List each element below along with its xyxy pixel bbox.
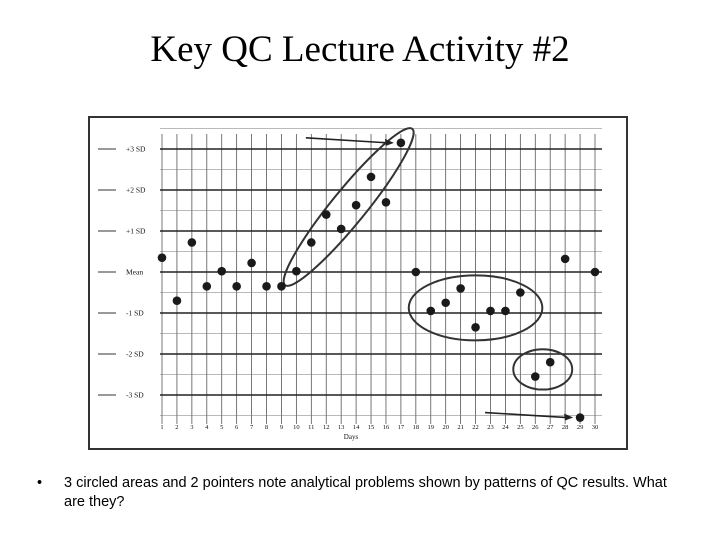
qc-data-point: [516, 288, 525, 297]
qc-data-point: [277, 282, 286, 291]
pointer-arrow-shaft: [485, 413, 567, 418]
qc-data-point: [307, 238, 316, 247]
sd-level-label: -2 SD: [126, 349, 144, 359]
qc-data-point: [202, 282, 211, 291]
x-tick-label: 28: [561, 424, 569, 431]
qc-data-point: [561, 255, 570, 264]
qc-data-point: [322, 210, 331, 219]
x-tick-label: 27: [546, 424, 554, 431]
qc-data-point: [531, 372, 540, 381]
qc-data-point: [591, 268, 600, 277]
x-tick-label: 1: [160, 424, 164, 431]
qc-data-point: [188, 238, 197, 247]
bullet-marker: •: [37, 475, 43, 491]
qc-data-point: [337, 225, 346, 234]
qc-data-point: [158, 253, 167, 262]
x-tick-label: 13: [337, 424, 345, 431]
x-tick-label: 6: [235, 424, 239, 431]
x-tick-label: 7: [249, 424, 254, 431]
x-tick-label: 20: [442, 424, 449, 431]
qc-data-point: [382, 198, 391, 207]
x-tick-label: 2: [175, 424, 179, 431]
qc-data-point: [367, 173, 376, 182]
x-tick-label: 16: [382, 424, 390, 431]
circled-groups: [272, 118, 572, 389]
x-tick-label: 24: [502, 424, 509, 431]
sd-level-lines: [160, 149, 602, 395]
bullet-text: 3 circled areas and 2 pointers note analytical problems shown by patterns of QC results. What are they?: [64, 475, 667, 510]
x-tick-labels: [160, 424, 598, 431]
qc-data-point: [501, 307, 510, 316]
sd-level-label: -3 SD: [126, 390, 144, 400]
x-axis-label: Days: [343, 433, 359, 441]
levey-jennings-chart: [90, 118, 626, 448]
sd-level-labels: [98, 145, 146, 400]
x-tick-label: 29: [576, 424, 584, 431]
qc-data-point: [247, 259, 256, 268]
qc-chart-frame: [88, 116, 628, 450]
x-tick-label: 30: [591, 424, 599, 431]
x-tick-label: 17: [397, 424, 405, 431]
x-tick-label: 11: [308, 424, 315, 431]
qc-data-point: [412, 268, 421, 277]
qc-data-point: [352, 201, 361, 210]
data-points: [158, 139, 600, 422]
sd-level-label: -1 SD: [126, 308, 144, 318]
qc-data-point: [232, 282, 241, 291]
x-tick-label: 21: [457, 424, 464, 431]
x-tick-label: 10: [293, 424, 300, 431]
sd-level-label: Mean: [126, 267, 144, 277]
qc-data-point: [471, 323, 480, 332]
qc-data-point: [292, 267, 301, 276]
qc-data-point: [546, 358, 555, 367]
qc-data-point: [173, 296, 182, 305]
qc-data-point: [486, 307, 495, 316]
x-tick-label: 5: [220, 424, 224, 431]
qc-data-point: [217, 267, 226, 276]
sd-level-label: +3 SD: [126, 144, 146, 154]
sd-level-label: +1 SD: [126, 226, 146, 236]
circled-group-ellipse: [513, 349, 572, 389]
x-tick-label: 25: [517, 424, 524, 431]
qc-data-point: [441, 298, 450, 307]
x-tick-label: 15: [367, 424, 375, 431]
x-tick-label: 3: [190, 424, 194, 431]
x-tick-label: 12: [322, 424, 330, 431]
qc-data-point: [576, 413, 585, 422]
bullet-item: [37, 474, 687, 512]
x-tick-label: 26: [532, 424, 539, 431]
pointer-arrow-head: [564, 414, 573, 421]
qc-data-point: [456, 284, 465, 293]
x-tick-label: 14: [352, 424, 360, 431]
qc-data-point: [397, 139, 406, 148]
qc-data-point: [426, 307, 435, 316]
sd-level-label: +2 SD: [126, 185, 146, 195]
slide-title: Key QC Lecture Activity #2: [150, 29, 570, 70]
pointer-arrow-shaft: [306, 138, 388, 143]
x-tick-label: 23: [487, 424, 494, 431]
x-tick-label: 18: [412, 424, 420, 431]
qc-data-point: [262, 282, 271, 291]
x-tick-label: 22: [472, 424, 479, 431]
x-tick-label: 9: [279, 424, 284, 431]
x-tick-label: 8: [264, 424, 269, 431]
x-tick-label: 19: [427, 424, 435, 431]
x-tick-label: 4: [205, 424, 209, 431]
